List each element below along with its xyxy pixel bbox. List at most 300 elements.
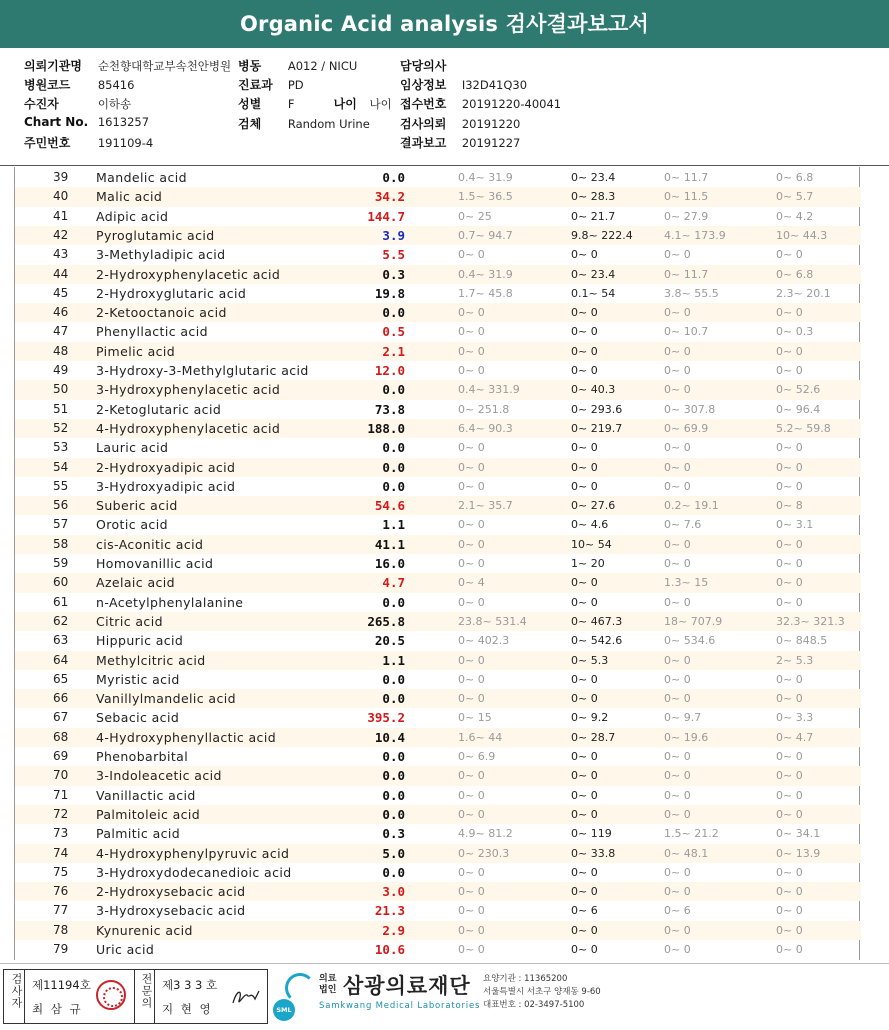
reference-range-2: 0~ 27.6 xyxy=(571,499,616,513)
ward-field xyxy=(238,57,357,74)
analyte-number: 46 xyxy=(53,305,69,320)
institution-value: 순천향대학교부속천안병원 xyxy=(97,59,232,73)
reference-range-3: 0~ 534.6 xyxy=(664,634,716,648)
org-prefix-2: 법인 xyxy=(319,985,337,995)
reference-range-4: 0~ 0 xyxy=(776,248,803,262)
analyte-number: 45 xyxy=(53,285,69,300)
org-prefix-1: 의료 xyxy=(319,974,337,984)
analyte-number: 41 xyxy=(53,208,69,223)
analyte-result: 34.2 xyxy=(374,189,405,205)
analyte-number: 63 xyxy=(53,633,69,648)
reference-range-4: 0~ 0 xyxy=(776,460,803,474)
reference-range-2: 0~ 0 xyxy=(571,885,598,899)
hospital-code-value: 85416 xyxy=(97,78,135,92)
table-row xyxy=(15,226,861,245)
reference-range-3: 0~ 0 xyxy=(664,885,691,899)
reference-range-3: 0~ 0 xyxy=(664,441,691,455)
examinee-label: 수진자 xyxy=(24,97,59,111)
reference-range-2: 0~ 293.6 xyxy=(571,402,623,416)
analyte-name: 3-Hydroxysebacic acid xyxy=(96,903,246,919)
reference-range-3: 0~ 0 xyxy=(664,479,691,493)
clinical-info-field xyxy=(400,76,527,93)
clinical-info-value: I32D41Q30 xyxy=(461,78,528,92)
analyte-name: Vanillylmandelic acid xyxy=(96,691,236,707)
analyte-number: 42 xyxy=(53,227,69,242)
results-table[interactable] xyxy=(0,167,889,960)
table-row xyxy=(15,708,861,727)
table-row xyxy=(15,245,861,264)
analyte-name: Hippuric acid xyxy=(96,633,184,649)
reference-range-4: 0~ 5.7 xyxy=(776,190,814,204)
analyte-number: 62 xyxy=(53,613,69,628)
analyte-name: 4-Hydroxyphenylacetic acid xyxy=(96,420,281,436)
table-row xyxy=(15,689,861,708)
reference-range-1: 0~ 0 xyxy=(458,325,485,339)
analyte-name: Palmitic acid xyxy=(96,826,181,842)
table-row xyxy=(15,882,861,901)
reference-range-2: 0~ 0 xyxy=(571,364,598,377)
reference-range-2: 0~ 0 xyxy=(571,325,598,339)
analyte-result: 0.0 xyxy=(382,787,405,803)
analyte-result: 54.6 xyxy=(374,498,405,514)
table-row xyxy=(15,728,861,747)
examinee-field xyxy=(24,95,131,112)
table-row xyxy=(15,438,861,457)
inspector-seal xyxy=(96,980,126,1010)
reference-range-3: 0~ 0 xyxy=(664,344,691,358)
inspector-license: 제11194호 xyxy=(32,978,91,992)
table-row xyxy=(15,651,861,670)
reference-range-4: 0~ 96.4 xyxy=(776,402,821,416)
reference-range-1: 0~ 0 xyxy=(458,653,485,667)
analyte-result: 0.5 xyxy=(382,324,405,340)
analyte-number: 61 xyxy=(53,594,69,609)
reference-range-2: 0~ 40.3 xyxy=(571,383,616,397)
analyte-name: Vanillactic acid xyxy=(96,787,196,803)
analyte-number: 49 xyxy=(53,363,69,377)
analyte-result: 0.0 xyxy=(382,478,405,494)
table-row xyxy=(15,670,861,689)
patient-info-section xyxy=(0,48,889,166)
analyte-name: Pyroglutamic acid xyxy=(96,227,215,243)
reference-range-4: 5.2~ 59.8 xyxy=(776,421,831,435)
reference-range-4: 0~ 0 xyxy=(776,672,803,686)
reference-range-4: 0~ 52.6 xyxy=(776,383,821,397)
reference-range-4: 0~ 6.8 xyxy=(776,267,814,281)
reference-range-2: 0~ 6 xyxy=(571,904,598,918)
analyte-result: 0.0 xyxy=(382,806,405,822)
age-value: 나이 xyxy=(369,97,392,111)
reference-range-1: 0~ 230.3 xyxy=(458,846,510,860)
analyte-number: 47 xyxy=(53,324,69,339)
reference-range-2: 1~ 20 xyxy=(571,557,605,570)
table-row xyxy=(15,380,861,399)
table-row xyxy=(15,921,861,940)
analyte-result: 3.0 xyxy=(382,884,405,900)
reference-range-3: 4.1~ 173.9 xyxy=(664,228,726,242)
analyte-result: 0.0 xyxy=(382,440,405,456)
reference-range-3: 0~ 11.7 xyxy=(664,267,709,281)
reference-range-1: 1.5~ 36.5 xyxy=(458,190,513,204)
doctor-field xyxy=(400,57,462,74)
department-field xyxy=(238,76,304,93)
analyte-number: 78 xyxy=(53,922,69,937)
reference-range-2: 0~ 0 xyxy=(571,750,598,763)
hospital-code-field xyxy=(24,76,134,93)
table-row xyxy=(15,496,861,515)
analyte-result: 0.0 xyxy=(382,749,405,764)
analyte-result: 0.3 xyxy=(382,266,405,282)
analyte-result: 144.7 xyxy=(367,208,405,224)
table-row xyxy=(15,303,861,322)
analyte-name: Malic acid xyxy=(96,189,163,205)
reference-range-3: 0~ 6 xyxy=(664,904,691,918)
reference-range-2: 0~ 119 xyxy=(571,827,612,841)
reference-range-3: 0~ 307.8 xyxy=(664,402,716,416)
reference-range-1: 0~ 0 xyxy=(458,807,485,821)
inspector-label: 검사자 xyxy=(10,973,23,1009)
table-row xyxy=(15,844,861,863)
reference-range-1: 0~ 15 xyxy=(458,711,492,725)
analyte-result: 73.8 xyxy=(374,401,405,417)
department-label: 진료과 xyxy=(238,78,273,92)
analyte-name: Homovanillic acid xyxy=(96,556,214,571)
test-request-field xyxy=(400,115,520,132)
analyte-name: n-Acetylphenylalanine xyxy=(96,594,244,610)
analyte-result: 0.0 xyxy=(382,305,405,321)
analyte-result: 0.3 xyxy=(382,826,405,842)
analyte-name: Orotic acid xyxy=(96,517,168,533)
analyte-name: Mandelic acid xyxy=(96,170,187,185)
analyte-number: 76 xyxy=(53,884,69,899)
reference-range-2: 0~ 0 xyxy=(571,306,598,320)
institution-label: 의뢰기관명 xyxy=(24,59,82,73)
reference-range-3: 0~ 0 xyxy=(664,943,691,956)
reference-range-3: 0~ 69.9 xyxy=(664,421,709,435)
reference-range-2: 0~ 23.4 xyxy=(571,267,616,281)
reference-range-2: 0~ 0 xyxy=(571,769,598,783)
test-request-label: 검사의뢰 xyxy=(400,117,447,131)
analyte-result: 4.7 xyxy=(382,575,405,591)
reference-range-3: 0~ 0 xyxy=(664,595,691,609)
table-row xyxy=(15,419,861,438)
reference-range-3: 0~ 27.9 xyxy=(664,209,709,223)
analyte-name: Adipic acid xyxy=(96,208,169,224)
analyte-result: 1.1 xyxy=(382,517,405,533)
reference-range-4: 0~ 3.1 xyxy=(776,518,814,532)
reference-range-3: 0~ 0 xyxy=(664,769,691,783)
analyte-number: 48 xyxy=(53,343,69,358)
reference-range-3: 0~ 10.7 xyxy=(664,325,709,339)
analyte-number: 69 xyxy=(53,749,69,763)
analyte-name: cis-Aconitic acid xyxy=(96,536,204,552)
reference-range-4: 0~ 0 xyxy=(776,537,803,551)
reference-range-4: 2.3~ 20.1 xyxy=(776,286,831,300)
signature-divider xyxy=(24,970,25,1023)
reference-range-1: 0.7~ 94.7 xyxy=(458,228,513,242)
reference-range-4: 0~ 34.1 xyxy=(776,827,821,841)
reference-range-2: 0~ 28.7 xyxy=(571,730,616,744)
reference-range-2: 0.1~ 54 xyxy=(571,286,616,300)
reference-range-1: 0~ 0 xyxy=(458,460,485,474)
reference-range-1: 6.4~ 90.3 xyxy=(458,421,513,435)
reference-range-1: 0~ 0 xyxy=(458,769,485,783)
reference-range-3: 0~ 48.1 xyxy=(664,846,709,860)
reference-range-2: 0~ 0 xyxy=(571,460,598,474)
analyte-number: 73 xyxy=(53,826,69,841)
reference-range-3: 0~ 0 xyxy=(664,557,691,570)
reference-range-3: 3.8~ 55.5 xyxy=(664,286,719,300)
reference-range-4: 0~ 0 xyxy=(776,904,803,918)
table-row xyxy=(15,400,861,419)
reference-range-2: 0~ 0 xyxy=(571,576,598,590)
reference-range-3: 18~ 707.9 xyxy=(664,614,723,628)
reference-range-3: 0~ 0 xyxy=(664,923,691,937)
analyte-name: Pimelic acid xyxy=(96,343,176,359)
analyte-name: 2-Hydroxysebacic acid xyxy=(96,884,246,900)
inspector-name: 최 삼 규 xyxy=(32,1002,83,1016)
reference-range-1: 0~ 0 xyxy=(458,306,485,320)
reference-range-1: 1.7~ 45.8 xyxy=(458,286,513,300)
reference-range-4: 0~ 13.9 xyxy=(776,846,821,860)
analyte-result: 1.1 xyxy=(382,652,405,668)
analyte-name: Methylcitric acid xyxy=(96,652,206,668)
analyte-name: 3-Indoleacetic acid xyxy=(96,768,222,784)
analyte-number: 65 xyxy=(53,671,69,686)
table-row xyxy=(15,766,861,785)
reference-range-3: 0~ 0 xyxy=(664,750,691,763)
reference-range-3: 0~ 0 xyxy=(664,672,691,686)
reference-range-3: 0~ 0 xyxy=(664,460,691,474)
reference-range-4: 0~ 0 xyxy=(776,923,803,937)
table-row xyxy=(15,265,861,284)
signature-box xyxy=(3,969,268,1024)
table-row xyxy=(15,361,861,380)
reference-range-3: 0~ 0 xyxy=(664,788,691,802)
reference-range-2: 0~ 4.6 xyxy=(571,518,609,532)
table-row xyxy=(15,187,861,206)
reference-range-3: 1.3~ 15 xyxy=(664,576,709,590)
analyte-name: Citric acid xyxy=(96,613,163,629)
reference-range-4: 0~ 0 xyxy=(776,885,803,899)
analyte-number: 67 xyxy=(53,710,69,725)
org-prefix xyxy=(319,974,336,996)
reference-range-1: 0~ 251.8 xyxy=(458,402,510,416)
reference-range-1: 0~ 0 xyxy=(458,537,485,551)
reference-range-3: 0~ 0 xyxy=(664,807,691,821)
table-row xyxy=(15,284,861,303)
analyte-number: 54 xyxy=(53,459,69,474)
table-row xyxy=(15,458,861,477)
analyte-result: 0.0 xyxy=(382,594,405,610)
reference-range-3: 0~ 0 xyxy=(664,306,691,320)
reference-range-2: 0~ 33.8 xyxy=(571,846,616,860)
reference-range-2: 0~ 0 xyxy=(571,807,598,821)
reference-range-1: 0~ 0 xyxy=(458,672,485,686)
report-date-label: 결과보고 xyxy=(400,136,447,150)
doctor-label: 담당의사 xyxy=(400,59,447,73)
clinical-info-label: 임상정보 xyxy=(400,78,447,92)
table-row xyxy=(15,747,861,766)
report-footer xyxy=(0,963,889,1030)
reference-range-1: 0~ 0 xyxy=(458,923,485,937)
analyte-result: 10.6 xyxy=(374,942,405,957)
analyte-number: 43 xyxy=(53,247,69,262)
table-row xyxy=(15,901,861,920)
reference-range-2: 9.8~ 222.4 xyxy=(571,228,633,242)
table-row xyxy=(15,207,861,226)
results-table-body xyxy=(14,167,860,960)
reference-range-2: 0~ 0 xyxy=(571,923,598,937)
analyte-result: 265.8 xyxy=(367,613,405,629)
analyte-result: 188.0 xyxy=(367,420,405,436)
receipt-value: 20191220-40041 xyxy=(461,97,562,111)
reference-range-4: 0~ 3.3 xyxy=(776,711,814,725)
reference-range-2: 0~ 21.7 xyxy=(571,209,616,223)
analyte-result: 2.1 xyxy=(382,343,405,359)
ward-value: A012 / NICU xyxy=(287,59,358,73)
org-contact xyxy=(483,973,601,1012)
analyte-name: 4-Hydroxyphenyllactic acid xyxy=(96,729,277,745)
reference-range-4: 10~ 44.3 xyxy=(776,228,828,242)
analyte-number: 68 xyxy=(53,729,69,744)
reference-range-1: 0~ 0 xyxy=(458,692,485,706)
reference-range-4: 2~ 5.3 xyxy=(776,653,814,667)
analyte-name: 4-Hydroxyphenylpyruvic acid xyxy=(96,845,290,861)
specimen-value: Random Urine xyxy=(287,117,370,131)
reference-range-2: 0~ 0 xyxy=(571,248,598,262)
analyte-result: 395.2 xyxy=(367,710,405,726)
reference-range-1: 0~ 0 xyxy=(458,885,485,899)
reference-range-3: 0~ 7.6 xyxy=(664,518,702,532)
signature-divider xyxy=(154,970,155,1023)
reference-range-3: 0~ 0 xyxy=(664,692,691,706)
report-date-value: 20191227 xyxy=(461,136,521,150)
reference-range-1: 0~ 0 xyxy=(458,943,485,956)
reference-range-3: 0~ 0 xyxy=(664,248,691,262)
reference-range-3: 0~ 0 xyxy=(664,653,691,667)
table-row xyxy=(15,863,861,882)
specimen-label: 검체 xyxy=(238,117,262,131)
analyte-result: 20.5 xyxy=(374,633,405,649)
reference-range-1: 0~ 0 xyxy=(458,344,485,358)
reference-range-1: 0~ 0 xyxy=(458,364,485,377)
table-row xyxy=(15,805,861,824)
table-row xyxy=(15,786,861,805)
reference-range-2: 0~ 28.3 xyxy=(571,190,616,204)
reference-range-1: 2.1~ 35.7 xyxy=(458,499,513,513)
reference-range-1: 0~ 0 xyxy=(458,441,485,455)
examinee-value: 이하송 xyxy=(97,97,132,111)
chart-no-value: 1613257 xyxy=(97,115,150,129)
reference-range-2: 0~ 0 xyxy=(571,943,598,956)
reference-range-2: 0~ 0 xyxy=(571,344,598,358)
sml-logo-arc xyxy=(285,973,315,1003)
analyte-result: 0.0 xyxy=(382,459,405,475)
reference-range-1: 0~ 0 xyxy=(458,904,485,918)
analyte-name: Palmitoleic acid xyxy=(96,806,201,822)
reference-range-2: 0~ 9.2 xyxy=(571,711,609,725)
analyte-number: 77 xyxy=(53,903,69,918)
pathologist-name: 지 현 영 xyxy=(162,1002,213,1016)
age-label: 나이 xyxy=(333,97,357,111)
reference-range-3: 0~ 0 xyxy=(664,383,691,397)
chart-no-field xyxy=(24,115,149,129)
reference-range-2: 0~ 219.7 xyxy=(571,421,623,435)
analyte-number: 64 xyxy=(53,652,69,667)
analyte-name: 3-Methyladipic acid xyxy=(96,247,226,263)
analyte-result: 5.5 xyxy=(382,247,405,263)
reference-range-3: 0~ 9.7 xyxy=(664,711,702,725)
reference-range-4: 0~ 0 xyxy=(776,557,803,570)
table-row xyxy=(15,573,861,592)
reference-range-1: 0~ 0 xyxy=(458,595,485,609)
reference-range-3: 0.2~ 19.1 xyxy=(664,499,719,513)
reference-range-2: 0~ 23.4 xyxy=(571,171,616,184)
reference-range-1: 0~ 0 xyxy=(458,865,485,879)
analyte-name: Phenobarbital xyxy=(96,749,189,764)
analyte-number: 52 xyxy=(53,420,69,435)
analyte-name: Phenyllactic acid xyxy=(96,324,208,340)
reference-range-4: 0~ 0 xyxy=(776,807,803,821)
table-row xyxy=(15,342,861,361)
reference-range-1: 0.4~ 31.9 xyxy=(458,171,513,184)
analyte-name: 3-Hydroxyphenylacetic acid xyxy=(96,382,281,398)
org-name: 삼광의료재단 xyxy=(343,974,471,998)
analyte-number: 40 xyxy=(53,189,69,204)
table-row xyxy=(15,168,861,187)
pathologist-license: 제3 3 3 호 xyxy=(162,978,218,992)
pathologist-label: 전문의 xyxy=(140,973,153,1009)
reference-range-2: 0~ 0 xyxy=(571,692,598,706)
analyte-result: 2.9 xyxy=(382,922,405,938)
reference-range-2: 0~ 0 xyxy=(571,865,598,879)
table-row xyxy=(15,593,861,612)
analyte-number: 66 xyxy=(53,691,69,706)
analyte-result: 0.0 xyxy=(382,864,405,880)
table-row xyxy=(15,477,861,496)
analyte-result: 21.3 xyxy=(374,903,405,919)
analyte-number: 60 xyxy=(53,575,69,590)
reference-range-4: 0~ 0 xyxy=(776,306,803,320)
analyte-name: 2-Hydroxyadipic acid xyxy=(96,459,236,475)
table-row xyxy=(15,612,861,631)
sml-logo-icon: SML xyxy=(273,999,295,1021)
reference-range-1: 0~ 0 xyxy=(458,479,485,493)
table-row xyxy=(15,515,861,534)
reference-range-4: 0~ 0 xyxy=(776,750,803,763)
reference-range-1: 0~ 6.9 xyxy=(458,750,496,763)
sex-value: F xyxy=(287,97,295,111)
analyte-result: 0.0 xyxy=(382,382,405,398)
reference-range-4: 0~ 0 xyxy=(776,595,803,609)
reference-range-4: 32.3~ 321.3 xyxy=(776,614,845,628)
analyte-number: 50 xyxy=(53,382,69,397)
analyte-number: 39 xyxy=(53,170,69,184)
analyte-name: Myristic acid xyxy=(96,671,180,687)
reference-range-3: 0~ 0 xyxy=(664,364,691,377)
table-row xyxy=(15,322,861,341)
ward-label: 병동 xyxy=(238,59,262,73)
institution-field xyxy=(24,57,231,74)
org-address: 서울특별시 서초구 양재동 9-60 xyxy=(483,987,601,997)
pathologist-signature xyxy=(229,985,261,1009)
reference-range-3: 0~ 19.6 xyxy=(664,730,709,744)
analyte-number: 57 xyxy=(53,517,69,532)
reference-range-1: 1.6~ 44 xyxy=(458,730,503,744)
analyte-result: 0.0 xyxy=(382,768,405,784)
reference-range-1: 0~ 0 xyxy=(458,788,485,802)
